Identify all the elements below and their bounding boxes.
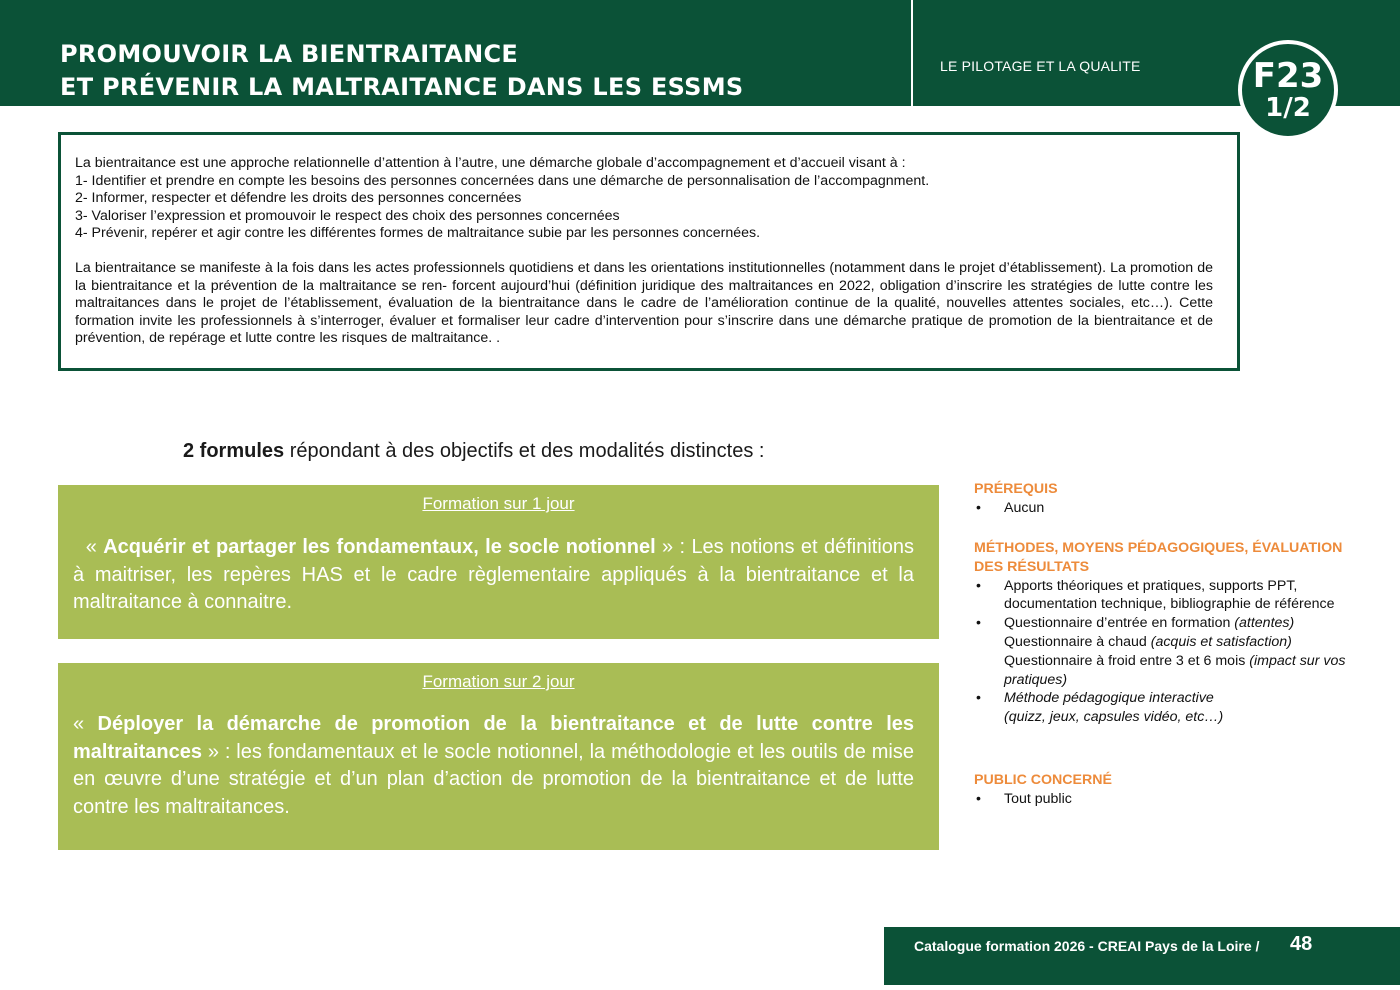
formula-two-day-name: Déployer la démarche de promotion de la bientraitance et de lutte contre les maltraitances	[73, 713, 914, 763]
formulas-heading-rest: répondant à des objectifs et des modalités distinctes :	[284, 440, 765, 462]
questionnaire-hot-note: (acquis et satisfaction)	[1150, 633, 1292, 650]
formula-one-day	[58, 485, 939, 639]
questionnaire-cold-text: Questionnaire à froid entre 3 et 6 mois	[1004, 652, 1250, 669]
methods-title: MÉTHODES, MOYENS PÉDAGOGIQUES, ÉVALUATION DES RÉSULTATS	[974, 540, 1343, 575]
formula-one-day-description	[58, 534, 939, 617]
formula-one-day-rest: » : Les notions et définitions à maitriser, les repères HAS et le cadre règlementaire appliqués à la bientraitance et la maltraitance à connaitre.	[73, 536, 915, 613]
header-divider	[911, 0, 913, 106]
public-item: Tout public	[1004, 790, 1072, 807]
method-examples: (quizz, jeux, capsules vidéo, etc…)	[1004, 709, 1224, 726]
bullet: •	[976, 615, 981, 632]
intro-item: 1- Identifier et prendre en compte les besoins des personnes concernées dans une démarche de personnalisation de l’accompagnment.	[75, 172, 930, 189]
bullet: •	[976, 790, 981, 807]
bullet: •	[976, 577, 981, 594]
public-section	[974, 771, 1374, 809]
intro-lead: La bientraitance est une approche relationnelle d’attention à l’autre, une démarche globale d’accompagnement et d’accueil visant à :	[75, 155, 906, 171]
intro-item: 2- Informer, respecter et défendre les droits des personnes concernées	[75, 190, 522, 206]
methods-section	[974, 539, 1374, 727]
prereq-title: PRÉREQUIS	[974, 481, 1058, 497]
questionnaire-entry	[1004, 614, 1374, 633]
quote-open: «	[73, 713, 98, 735]
page-title	[60, 38, 744, 104]
intro-item: 3- Valoriser l’expression et promouvoir le respect des choix des personnes concernées	[75, 207, 620, 224]
formula-one-day-name: Acquérir et partager les fondamentaux, le socle notionnel	[103, 536, 656, 558]
intro-box	[58, 132, 1240, 371]
public-title: PUBLIC CONCERNÉ	[974, 772, 1112, 788]
page-number: 48	[1290, 933, 1313, 955]
method-interactive: Méthode pédagogique interactive	[1004, 690, 1214, 707]
badge-code: F23	[1252, 56, 1324, 96]
formula-two-day-title: Formation sur 2 jour	[422, 672, 575, 691]
list-item	[974, 577, 1374, 615]
list-item	[974, 689, 1374, 727]
intro-item: 4- Prévenir, repérer et agir contre les différentes formes de maltraitance subie par les personnes concernées.	[75, 225, 761, 241]
footer-text: Catalogue formation 2026 - CREAI Pays de la Loire /	[914, 938, 1260, 954]
bullet: •	[976, 499, 981, 516]
list-item	[974, 499, 1374, 518]
badge-page: 1/2	[1265, 93, 1311, 123]
methods-list	[974, 577, 1374, 727]
module-badge	[1238, 40, 1338, 140]
formula-two-day-rest: » : les fondamentaux et le socle notionnel, la méthodologie et les outils de mise en œuvre d’une stratégie et d’un plan d’action de promotion de la bientraitance et de lutte contre les maltraitances.	[73, 740, 914, 818]
prereq-list	[974, 499, 1374, 518]
prereq-item: Aucun	[1004, 499, 1045, 516]
questionnaire-hot	[1004, 633, 1374, 652]
footer-band	[884, 927, 1400, 985]
questionnaire-cold-note: (impact sur vos pratiques)	[1004, 652, 1346, 688]
questionnaire-cold	[1004, 652, 1374, 690]
quote-open: «	[85, 536, 104, 558]
title-line-1: PROMOUVOIR LA BIENTRAITANCE	[60, 40, 519, 68]
formula-two-day	[58, 663, 939, 850]
formula-one-day-title: Formation sur 1 jour	[422, 494, 575, 513]
questionnaire-entry-text: Questionnaire d’entrée en formation	[1004, 615, 1235, 632]
methods-item: Apports théoriques et pratiques, supports PPT, documentation technique, bibliographie de référence	[1004, 577, 1335, 613]
title-line-2: ET PRÉVENIR LA MALTRAITANCE DANS LES ESSMS	[60, 73, 744, 101]
formulas-heading-bold: 2 formules	[183, 440, 285, 462]
intro-paragraph: La bientraitance se manifeste à la fois dans les actes professionnels quotidiens et dans les orientations institutionnelles (notamment dans le projet d’établissement). La promotion de la bientraitance et la prévention de la maltraitance se ren- forcent aujourd’hui (définition juridique des maltraitances en 2022, obligation d’inscrire les stratégies de lutte contre les maltraitances dans le projet de l’établissement, évaluation de la bientraitance dans le cadre de l’amélioration continue de la qualité, nouvelles attentes sociales, etc…). Cette formation invite les professionnels à s’interroger, évaluer et formaliser leur cadre d’intervention pour s’inscrire dans une démarche pratique de promotion de la bientraitance et de prévention, de repérage et lutte contre les risques de maltraitance. .	[75, 260, 1213, 346]
list-item	[974, 790, 1374, 809]
section-label: LE PILOTAGE ET LA QUALITE	[940, 58, 1141, 74]
questionnaire-entry-note: (attentes)	[1234, 615, 1295, 632]
formulas-heading	[183, 440, 764, 463]
list-item	[974, 614, 1374, 689]
bullet: •	[976, 690, 981, 707]
questionnaire-hot-text: Questionnaire à chaud	[1004, 633, 1151, 650]
public-list	[974, 790, 1374, 809]
prereq-section	[974, 480, 1374, 518]
formula-two-day-description	[58, 711, 939, 821]
